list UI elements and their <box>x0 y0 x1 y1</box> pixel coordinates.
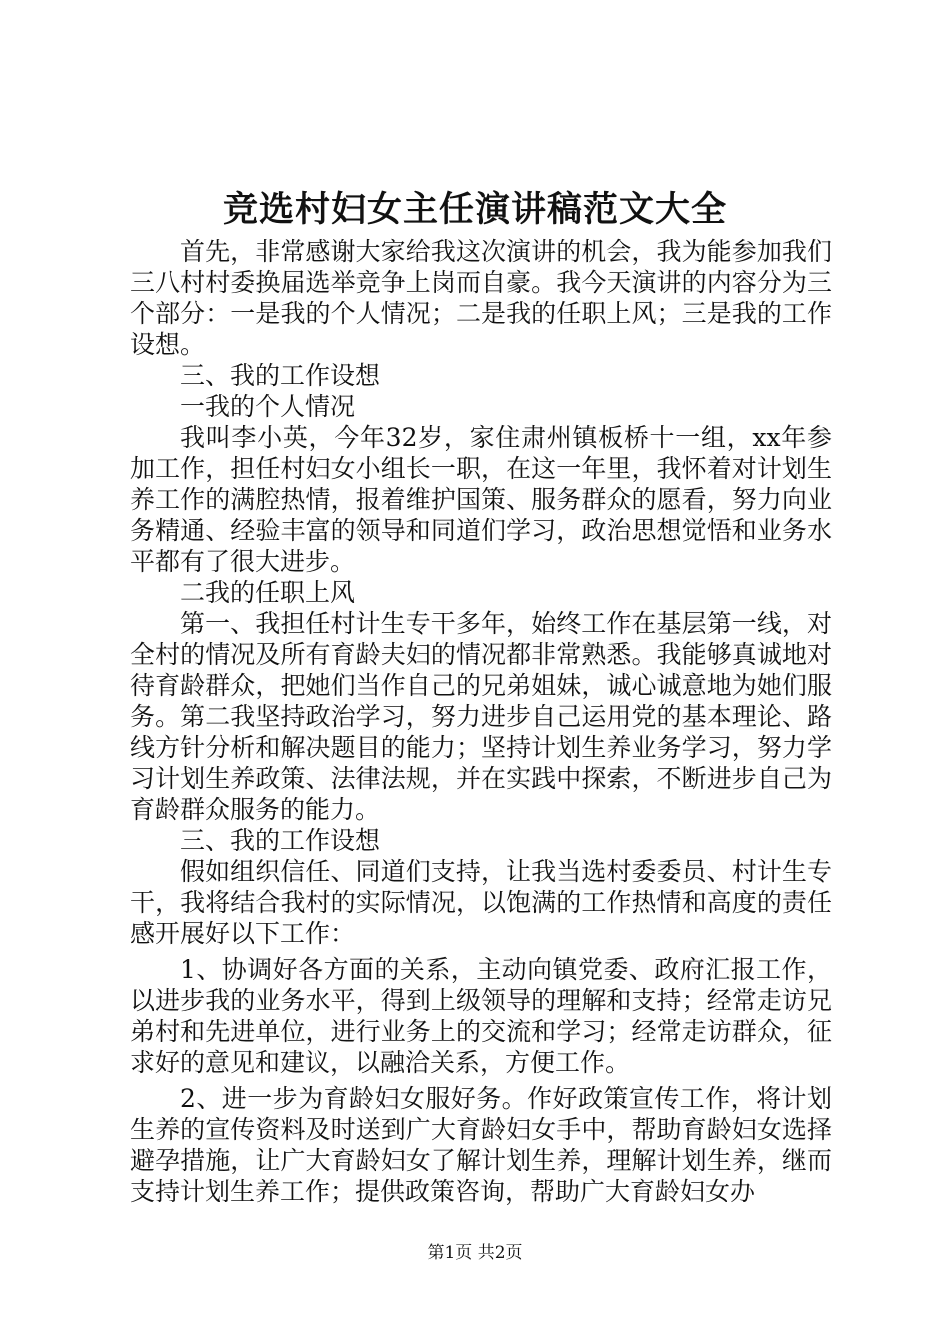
page-number-footer: 第1页 共2页 <box>427 1243 523 1263</box>
paragraph-work-plan: 假如组织信任、同道们支持，让我当选村委委员、村计生专干，我将结合我村的实际情况，以饱满的工作热情和高度的责任感开展好以下工作： <box>130 857 832 948</box>
heading-work-plan: 三、我的工作设想 <box>180 361 381 390</box>
heading-advantages: 二我的任职上风 <box>180 578 356 607</box>
heading-work-plan-2: 三、我的工作设想 <box>180 826 381 855</box>
paragraph-advantages: 第一、我担任村计生专干多年，始终工作在基层第一线，对全村的情况及所有育龄夫妇的情况都非常熟悉。我能够真诚地对待育龄群众，把她们当作自己的兄弟姐妹，诚心诚意地为她们服务。第二我坚持政治学习，努力进步自己运用党的基本理论、路线方针分析和解决题目的能力；坚持计划生养业务学习，努力学习计划生养政策、法律法规，并在实践中探索，不断进步自己为育龄群众服务的能力。 <box>130 609 832 824</box>
list-item-1: 1、协调好各方面的关系，主动向镇党委、政府汇报工作，以进步我的业务水平，得到上级领导的理解和支持；经常走访兄弟村和先进单位，进行业务上的交流和学习；经常走访群众，征求好的意见和建议，以融洽关系，方便工作。 <box>130 955 832 1077</box>
document-body <box>130 236 832 1207</box>
heading-personal-info: 一我的个人情况 <box>180 392 356 421</box>
document-title: 竞选村妇女主任演讲稿范文大全 <box>222 189 727 230</box>
paragraph-intro: 首先，非常感谢大家给我这次演讲的机会，我为能参加我们三八村村委换届选举竞争上岗而自豪。我今天演讲的内容分为三个部分：一是我的个人情况；二是我的任职上风；三是我的工作设想。 <box>130 237 832 359</box>
paragraph-personal-info: 我叫李小英，今年32岁，家住肃州镇板桥十一组，xx年参加工作，担任村妇女小组长一职，在这一年里，我怀着对计划生养工作的满腔热情，报着维护国策、服务群众的愿看，努力向业务精通、经验丰富的领导和同道们学习，政治思想觉悟和业务水平都有了很大进步。 <box>130 423 832 576</box>
list-item-2: 2、进一步为育龄妇女服好务。作好政策宣传工作，将计划生养的宣传资料及时送到广大育龄妇女手中，帮助育龄妇女选择避孕措施，让广大育龄妇女了解计划生养，理解计划生养，继而支持计划生养工作；提供政策咨询，帮助广大育龄妇女办 <box>130 1084 832 1206</box>
